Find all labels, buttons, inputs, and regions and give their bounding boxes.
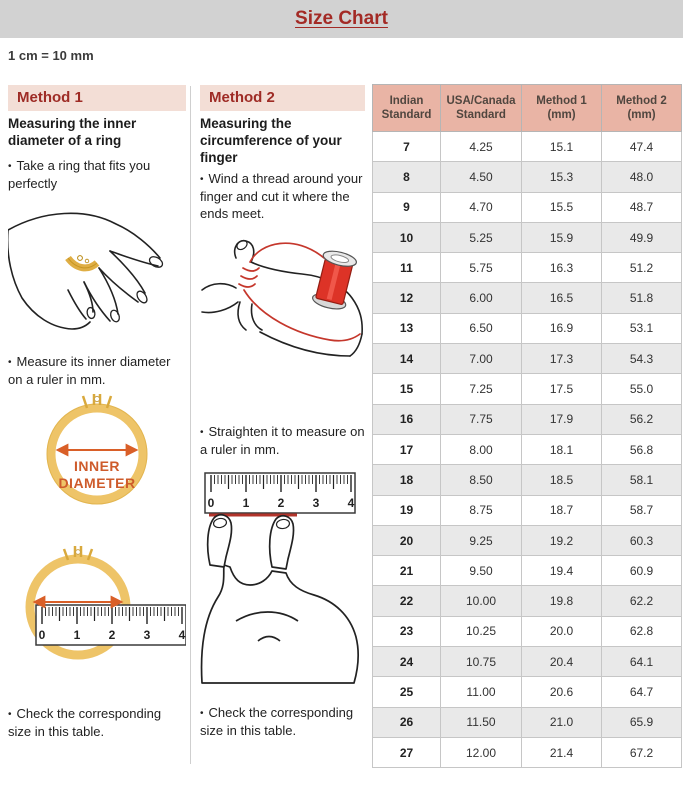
- method1-header: Method 1: [8, 85, 186, 111]
- table-cell: 11.50: [441, 707, 522, 737]
- method2-step3: • Check the corresponding size in this table.: [200, 704, 365, 739]
- table-cell: 62.2: [602, 586, 682, 616]
- table-cell: 11.00: [441, 677, 522, 707]
- table-cell: 13: [373, 313, 441, 343]
- table-cell: 27: [373, 737, 441, 767]
- table-row: [373, 283, 682, 313]
- table-cell: 51.2: [602, 253, 682, 283]
- table-cell: 11: [373, 253, 441, 283]
- table-cell: 47.4: [602, 132, 682, 162]
- table-row: [373, 556, 682, 586]
- table-row: [373, 313, 682, 343]
- table-row: [373, 495, 682, 525]
- table-row: [373, 132, 682, 162]
- table-cell: 20: [373, 525, 441, 555]
- table-cell: 14: [373, 344, 441, 374]
- size-table-body: [373, 132, 682, 768]
- table-cell: 8.00: [441, 434, 522, 464]
- method1-heading: Measuring the inner diameter of a ring: [8, 116, 137, 148]
- table-cell: 62.8: [602, 616, 682, 646]
- table-row: [373, 647, 682, 677]
- table-cell: 22: [373, 586, 441, 616]
- table-cell: 17.3: [522, 344, 602, 374]
- table-row: [373, 737, 682, 767]
- table-cell: 5.25: [441, 222, 522, 252]
- table-cell: 10: [373, 222, 441, 252]
- header-bar: [0, 0, 683, 38]
- table-cell: 7.75: [441, 404, 522, 434]
- table-row: [373, 707, 682, 737]
- table-row: [373, 192, 682, 222]
- table-cell: 20.6: [522, 677, 602, 707]
- table-row: [373, 344, 682, 374]
- table-cell: 18.1: [522, 434, 602, 464]
- size-table: [372, 84, 682, 768]
- table-cell: 17.9: [522, 404, 602, 434]
- table-row: [373, 616, 682, 646]
- page-title: Size Chart: [295, 8, 388, 29]
- table-cell: 26: [373, 707, 441, 737]
- table-row: [373, 222, 682, 252]
- table-cell: 9: [373, 192, 441, 222]
- method2-heading: Measuring the circumference of your finger: [200, 116, 342, 165]
- table-cell: 67.2: [602, 737, 682, 767]
- table-row: [373, 465, 682, 495]
- table-cell: 55.0: [602, 374, 682, 404]
- hand-outline: [202, 515, 359, 683]
- ring-label-line1: INNER: [73, 458, 121, 474]
- table-cell: 8.50: [441, 465, 522, 495]
- table-cell: 51.8: [602, 283, 682, 313]
- table-cell: 19.8: [522, 586, 602, 616]
- table-cell: 6.00: [441, 283, 522, 313]
- table-cell: 8.75: [441, 495, 522, 525]
- table-cell: 48.7: [602, 192, 682, 222]
- table-row: [373, 677, 682, 707]
- table-cell: 19.4: [522, 556, 602, 586]
- table-cell: 10.75: [441, 647, 522, 677]
- table-cell: 23: [373, 616, 441, 646]
- hand-with-thread-illustration: [200, 224, 365, 364]
- method1-section: [8, 85, 186, 740]
- table-cell: 15.9: [522, 222, 602, 252]
- table-cell: 56.8: [602, 434, 682, 464]
- method1-step1: • Take a ring that fits you perfectly: [8, 157, 186, 192]
- table-cell: 15.5: [522, 192, 602, 222]
- ring-label-line2: DIAMETER: [58, 475, 136, 491]
- method2-section: [200, 85, 365, 739]
- table-cell: 15: [373, 374, 441, 404]
- table-row: [373, 162, 682, 192]
- size-table-head: [373, 85, 682, 132]
- table-cell: 16.9: [522, 313, 602, 343]
- table-header-row: [373, 85, 682, 132]
- table-cell: 18.7: [522, 495, 602, 525]
- table-cell: 7: [373, 132, 441, 162]
- table-cell: 17.5: [522, 374, 602, 404]
- hand-with-ring-illustration: [8, 198, 186, 336]
- table-cell: 18.5: [522, 465, 602, 495]
- table-cell: 21.0: [522, 707, 602, 737]
- table-row: [373, 253, 682, 283]
- table-cell: 17: [373, 434, 441, 464]
- thread-on-ruler-illustration: [200, 469, 365, 689]
- table-cell: 16.3: [522, 253, 602, 283]
- table-row: [373, 434, 682, 464]
- table-cell: 9.25: [441, 525, 522, 555]
- method2-step1: • Wind a thread around your finger and cut it where the ends meet.: [200, 170, 365, 222]
- table-cell: 56.2: [602, 404, 682, 434]
- table-cell: 25: [373, 677, 441, 707]
- table-header-cell: Method 2 (mm): [602, 85, 682, 132]
- column-divider: [190, 86, 191, 764]
- inner-diameter-ring-illustration: [8, 392, 186, 507]
- table-cell: 53.1: [602, 313, 682, 343]
- table-cell: 64.1: [602, 647, 682, 677]
- table-row: [373, 374, 682, 404]
- thread-spool: [311, 248, 358, 312]
- table-cell: 58.1: [602, 465, 682, 495]
- table-cell: 49.9: [602, 222, 682, 252]
- table-cell: 19: [373, 495, 441, 525]
- table-cell: 15.3: [522, 162, 602, 192]
- method2-header: Method 2: [200, 85, 365, 111]
- method1-step2: • Measure its inner diameter on a ruler in mm.: [8, 353, 186, 388]
- table-cell: 6.50: [441, 313, 522, 343]
- ring-on-ruler-illustration: [8, 545, 186, 695]
- table-cell: 48.0: [602, 162, 682, 192]
- table-cell: 16: [373, 404, 441, 434]
- table-cell: 12: [373, 283, 441, 313]
- table-cell: 8: [373, 162, 441, 192]
- table-cell: 64.7: [602, 677, 682, 707]
- table-cell: 18: [373, 465, 441, 495]
- table-cell: 21.4: [522, 737, 602, 767]
- method2-step2: • Straighten it to measure on a ruler in mm.: [200, 423, 365, 458]
- gold-ring-on-finger: [68, 256, 97, 268]
- table-cell: 4.25: [441, 132, 522, 162]
- table-cell: 20.0: [522, 616, 602, 646]
- table-cell: 10.00: [441, 586, 522, 616]
- table-cell: 54.3: [602, 344, 682, 374]
- table-cell: 19.2: [522, 525, 602, 555]
- table-header-cell: Indian Standard: [373, 85, 441, 132]
- table-cell: 7.00: [441, 344, 522, 374]
- table-row: [373, 586, 682, 616]
- table-cell: 9.50: [441, 556, 522, 586]
- table-cell: 4.50: [441, 162, 522, 192]
- table-cell: 10.25: [441, 616, 522, 646]
- unit-note: 1 cm = 10 mm: [8, 48, 94, 63]
- table-cell: 21: [373, 556, 441, 586]
- table-cell: 12.00: [441, 737, 522, 767]
- table-cell: 24: [373, 647, 441, 677]
- table-cell: 60.3: [602, 525, 682, 555]
- method1-step3: • Check the corresponding size in this table.: [8, 705, 186, 740]
- table-cell: 7.25: [441, 374, 522, 404]
- table-cell: 65.9: [602, 707, 682, 737]
- table-cell: 58.7: [602, 495, 682, 525]
- table-row: [373, 525, 682, 555]
- table-cell: 4.70: [441, 192, 522, 222]
- table-header-cell: USA/Canada Standard: [441, 85, 522, 132]
- table-cell: 60.9: [602, 556, 682, 586]
- table-row: [373, 404, 682, 434]
- table-cell: 16.5: [522, 283, 602, 313]
- table-cell: 15.1: [522, 132, 602, 162]
- table-header-cell: Method 1 (mm): [522, 85, 602, 132]
- table-cell: 5.75: [441, 253, 522, 283]
- table-cell: 20.4: [522, 647, 602, 677]
